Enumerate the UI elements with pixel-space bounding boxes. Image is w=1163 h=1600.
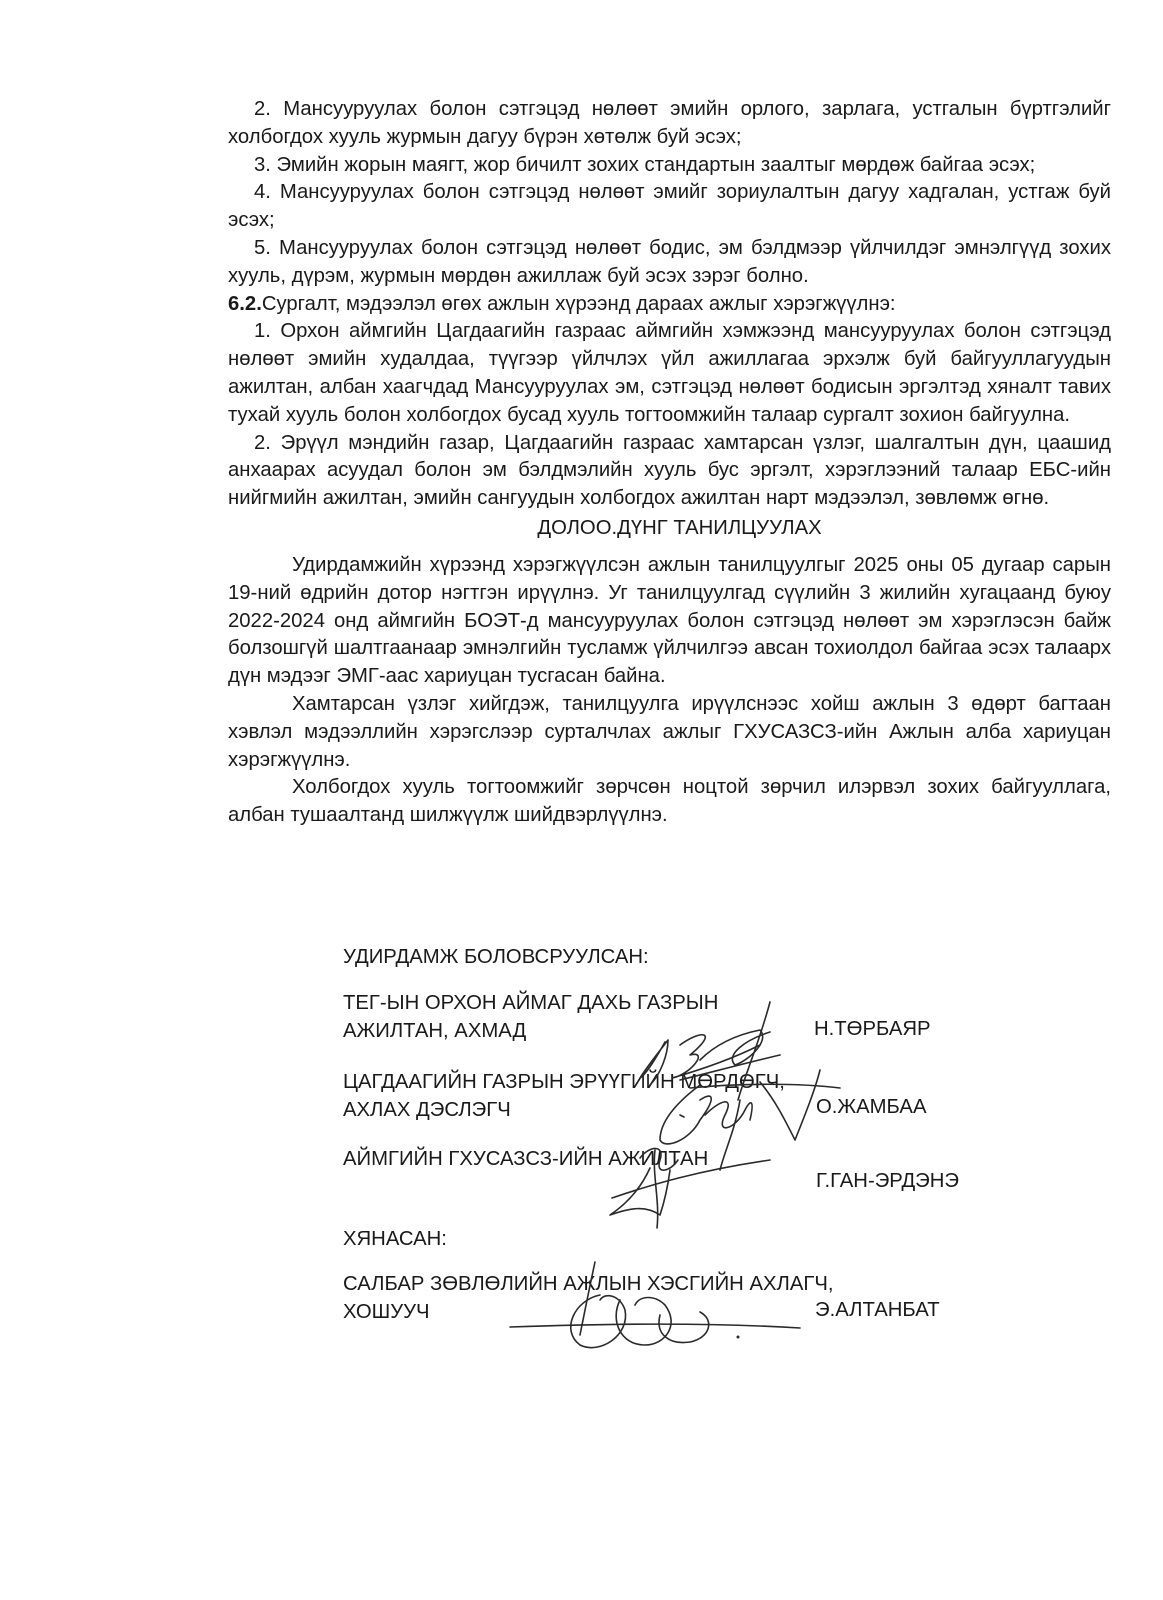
signer-position: [343, 1146, 708, 1174]
signer-position-line2: АХЛАХ ДЭСЛЭГЧ: [343, 1098, 511, 1121]
signer-position: [343, 1069, 785, 1124]
section-title: Сургалт, мэдээлэл өгөх ажлын хүрээнд дараах ажлыг хэрэгжүүлнэ:: [261, 292, 896, 315]
document-body: [228, 96, 1111, 830]
list-item: 2. Мансууруулах болон сэтгэцэд нөлөөт эмийн орлого, зарлага, устгалын бүртгэлийг холбогдох хууль журмын дагуу бүрэн хөтөлж буй эсэх;: [228, 98, 1111, 148]
reviewer-name: Э.АЛТАНБАТ: [815, 1299, 940, 1321]
paragraph: Хамтарсан үзлэг хийгдэж, танилцуулга ирүүлснээс хойш ажлын 3 өдөрт багтаан хэвлэл мэдээллийн хэрэгслээр сурталчлах ажлыг ГХУСАЗСЗ-ийн Ажлын алба хариуцан хэрэгжүүлнэ.: [228, 692, 1111, 771]
section-number: 6.2.: [228, 292, 262, 315]
reviewer-position-line2: ХОШУУЧ: [343, 1300, 430, 1323]
signer-position-line2: АЖИЛТАН, АХМАД: [343, 1019, 527, 1042]
paragraph: Удирдамжийн хүрээнд хэрэгжүүлсэн ажлын танилцуулгыг 2025 оны 05 дугаар сарын 19-ний өдрийн дотор нэгтгэн ирүүлнэ. Уг танилцуулгад сүүлийн 3 жилийн хугацаанд буюу 2022-2024 онд аймгийн БОЭТ-д мансууруулах болон сэтгэцэд нөлөөт эм хэрэглэсэн байж болзошгүй шалтгаанаар эмнэлгийн тусламж үйлчилгээ авсан тохиолдол байгаа эсэх талаарх дүн мэдээг ЭМГ-аас хариуцан тусгасан байна.: [228, 553, 1111, 688]
list-item: 4. Мансууруулах болон сэтгэцэд нөлөөт эмийг зориулалтын дагуу хадгалан, устгаж буй эсэх;: [228, 181, 1111, 232]
paragraph: Холбогдох хууль тогтоомжийг зөрчсөн ноцтой зөрчил илэрвэл зохих байгууллага, албан тушаалтанд шилжүүлж шийдвэрлүүлнэ.: [228, 776, 1111, 827]
reviewer-position: [343, 1271, 834, 1326]
list-item: 5. Мансууруулах болон сэтгэцэд нөлөөт бодис, эм бэлдмээр үйлчилдэг эмнэлгүүд зохих хууль, дүрэм, журмын мөрдөн ажиллаж буй эсэх зэрэг болно.: [228, 236, 1111, 287]
list-item: 3. Эмийн жорын маягт, жор бичилт зохих стандартын заалтыг мөрдөж байгаа эсэх;: [254, 153, 1036, 176]
signer-position-line1: ТЕГ-ЫН ОРХОН АЙМАГ ДАХЬ ГАЗРЫН: [343, 992, 719, 1014]
prepared-by-label: УДИРДАМЖ БОЛОВСРУУЛСАН:: [343, 946, 649, 968]
reviewed-by-label: ХЯНАСАН:: [343, 1228, 447, 1250]
signer-position-line1: ЦАГДААГИЙН ГАЗРЫН ЭРҮҮГИЙН МӨРДӨГЧ,: [343, 1071, 785, 1093]
reviewer-position-line1: САЛБАР ЗӨВЛӨЛИЙН АЖЛЫН ХЭСГИЙН АХЛАГЧ,: [343, 1273, 834, 1295]
signer-position: [343, 990, 718, 1045]
section-6-2-heading: [228, 291, 1111, 319]
signer-position-line1: АЙМГИЙН ГХУСАЗСЗ-ИЙН АЖИЛТАН: [343, 1148, 709, 1170]
signer-name: Н.ТӨРБАЯР: [814, 1018, 931, 1040]
signer-name: Г.ГАН-ЭРДЭНЭ: [816, 1170, 959, 1192]
section-7-heading: ДОЛОО.ДҮНГ ТАНИЛЦУУЛАХ: [537, 516, 822, 539]
list-item: 2. Эрүүл мэндийн газар, Цагдаагийн газраас хамтарсан үзлэг, шалгалтын дүн, цаашид анхаарах асуудал болон эм бэлдмэлийн хууль бус эргэлт, хэрэглээний талаар ЕБС-ийн нийгмийн ажилтан, эмийн сангуудын холбогдох ажилтан нарт мэдээлэл, зөвлөмж өгнө.: [228, 431, 1111, 510]
signer-name: О.ЖАМБАА: [816, 1096, 927, 1118]
list-item: 1. Орхон аймгийн Цагдаагийн газраас аймгийн хэмжээнд мансууруулах болон сэтгэцэд нөлөөт эмийн худалдаа, түүгээр үйлчлэх үйл ажиллагаа эрхэлж буй байгууллагуудын ажилтан, албан хаагчдад Мансууруулах эм, сэтгэцэд нөлөөт бодисын эргэлтэд хяналт тавих тухай хууль болон холбогдох бусад хууль тогтоомжийн талаар сургалт зохион байгуулна.: [228, 320, 1111, 426]
